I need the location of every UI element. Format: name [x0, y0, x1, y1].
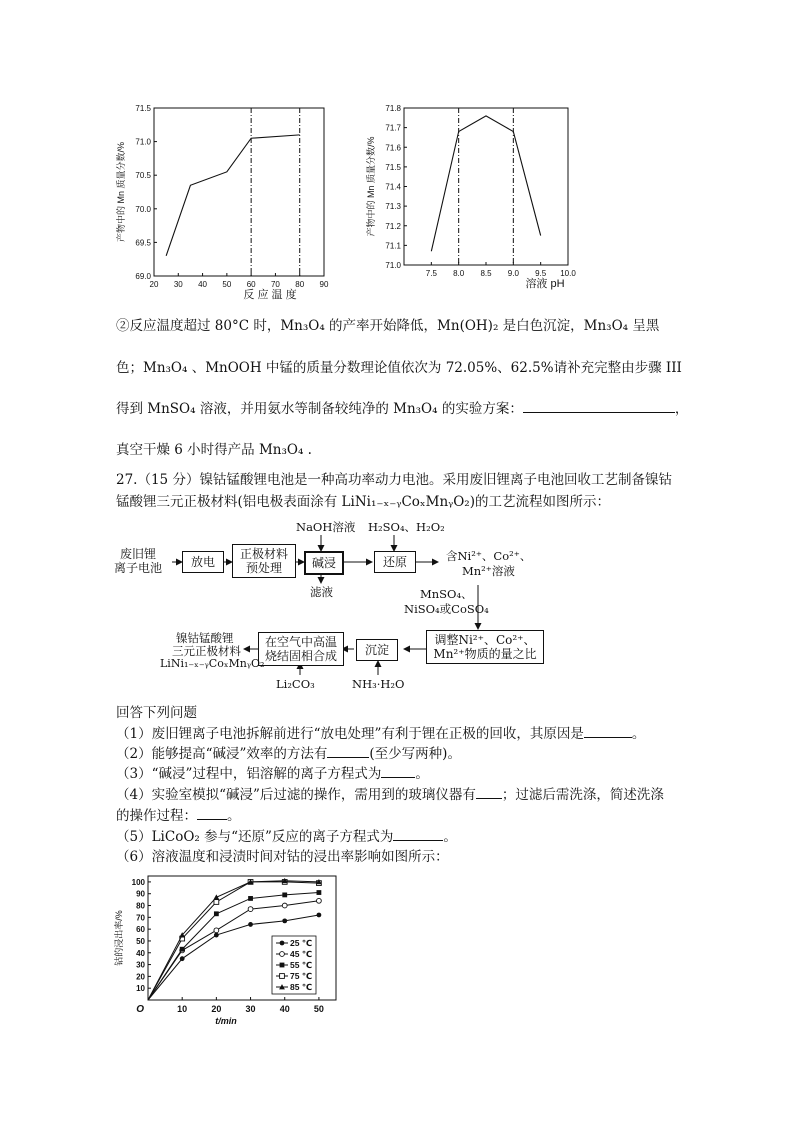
data-point: [317, 890, 322, 895]
sub-question-3: [116, 763, 429, 784]
chart-ph: [360, 98, 580, 303]
answer-blank-3[interactable]: [381, 763, 415, 778]
y-tick-label: 71.2: [385, 221, 401, 231]
flow-sinter-box: 在空气中高温 烧结固相合成: [258, 632, 344, 666]
legend-label: 75 ℃: [290, 971, 313, 981]
data-point: [214, 928, 219, 933]
x-tick-label: 30: [173, 280, 183, 289]
sq4-end: 。: [227, 808, 241, 824]
flow-pretreat-box: 正极材料 预处理: [232, 544, 296, 578]
y-tick-label: 71.3: [385, 202, 401, 212]
legend-label: 45 ℃: [290, 949, 313, 959]
series-line: [431, 116, 540, 251]
plot-frame: [404, 108, 568, 265]
answer-blank-5[interactable]: [393, 826, 443, 841]
x-axis-label: 反 应 温 度: [243, 289, 297, 301]
data-point: [180, 947, 185, 952]
y-tick-label: 70.0: [135, 204, 151, 214]
y-tick-label: 70.5: [135, 171, 151, 181]
y-tick-label: 69.0: [135, 272, 151, 281]
flow-ammonia: NH₃·H₂O: [352, 677, 405, 691]
y-tick-label: 71.5: [135, 104, 151, 113]
y-axis-label: 钴的浸出率/%: [114, 910, 124, 966]
answer-intro: 回答下列问题: [116, 705, 197, 721]
paragraph-line-3: [116, 398, 688, 419]
y-tick-label: 71.7: [385, 123, 401, 133]
sq2-text: （2）能够提高“碱浸”效率的方法有: [116, 746, 328, 762]
legend-label: 55 ℃: [290, 960, 313, 970]
legend-marker: [280, 941, 285, 946]
sq4-text-b: ；过滤后需洗涤，简述洗涤: [501, 787, 664, 803]
flow-solution-2: Mn²⁺溶液: [462, 564, 515, 578]
y-tick-label: 71.5: [385, 162, 401, 172]
x-tick-label: 80: [295, 280, 305, 289]
x-tick-label: 20: [149, 280, 159, 289]
x-tick-label: 10: [177, 1004, 188, 1014]
flow-reduce-box: 还原: [374, 551, 416, 573]
p1b: ₃O₄: [302, 318, 325, 334]
series-line: [166, 135, 300, 256]
x-tick-label: 10.0: [560, 269, 576, 278]
data-point: [282, 892, 287, 897]
p3-end: ，: [674, 401, 689, 417]
sq1-end: 。: [631, 726, 646, 742]
question-27-line-1: 27.（15 分）镍钴锰酸锂电池是一种高功率动力电池。采用废旧锂离子电池回收工艺制备镍钴: [116, 472, 672, 488]
legend-label: 85 ℃: [290, 982, 313, 992]
y-tick-label: 71.0: [385, 261, 401, 270]
x-tick-label: 40: [198, 280, 208, 289]
flow-alkali-box: 碱浸: [304, 551, 344, 575]
flow-precip-box: 沉淀: [356, 639, 398, 661]
sub-question-4: [116, 784, 664, 805]
y-tick-label: 71.6: [385, 143, 401, 153]
sub-question-2: [116, 743, 461, 764]
flow-naoh: NaOH溶液: [296, 520, 356, 534]
y-tick-label: 80: [136, 901, 145, 911]
data-point: [248, 907, 253, 912]
flow-product-2: 三元正极材料: [172, 644, 241, 658]
x-tick-label: 90: [319, 280, 329, 289]
legend-marker: [280, 963, 285, 968]
plot-frame: [154, 108, 324, 276]
y-tick-label: 20: [136, 972, 145, 982]
answer-blank-1[interactable]: [584, 723, 632, 738]
question-27-line-2: 锰酸锂三元正极材料(铝电极表面涂有 LiNi₁₋ₓ₋ᵧCoₓMnᵧO₂)的工艺流程如图所示：: [116, 494, 610, 510]
sq5-text: （5）LiCoO₂ 参与“还原”反应的离子方程式为: [116, 829, 394, 845]
legend-label: 25 ℃: [290, 938, 313, 948]
x-axis-label: t/min: [215, 1016, 237, 1026]
paragraph-line-1: [116, 316, 659, 336]
y-axis-label: 产物中的 Mn 质量分数/%: [366, 136, 376, 237]
data-point: [214, 911, 219, 916]
answer-blank-plan[interactable]: [523, 398, 675, 413]
y-axis-label: 产物中的 Mn 质量分数/%: [116, 141, 126, 243]
sq1-text: （1）废旧锂离子电池拆解前进行“放电处理”有利于锂在正极的回收，其原因是: [116, 726, 584, 742]
data-point: [180, 956, 185, 961]
x-tick-label: 40: [279, 1004, 290, 1014]
p1c: 的产率开始降低，Mn(OH)₂ 是白色沉淀，Mn₃O₄ 呈黑: [324, 318, 660, 334]
flow-li2co3: Li₂CO₃: [276, 677, 315, 691]
data-point: [214, 933, 219, 938]
answer-blank-2[interactable]: [327, 743, 369, 758]
x-tick-label: 8.5: [480, 269, 492, 278]
flow-additive-1: MnSO₄、: [420, 587, 473, 601]
sq2-end: (至少写两种)。: [369, 746, 461, 762]
data-point: [248, 896, 253, 901]
flow-additive-2: NiSO₄或CoSO₄: [404, 602, 489, 616]
sub-question-6: （6）溶液温度和浸渍时间对钴的浸出率影响如图所示：: [116, 849, 449, 865]
flow-reagents: H₂SO₄、H₂O₂: [368, 520, 445, 534]
y-tick-label: 71.0: [135, 137, 151, 147]
legend-marker: [280, 974, 285, 979]
y-tick-label: 69.5: [135, 238, 151, 248]
y-tick-label: 50: [136, 936, 145, 946]
y-tick-label: 90: [136, 889, 145, 899]
y-tick-label: 100: [131, 877, 145, 887]
y-tick-label: 60: [136, 925, 145, 935]
data-point: [213, 894, 219, 899]
data-point: [317, 913, 322, 918]
p3: 得到 MnSO₄ 溶液，并用氨水等制备较纯净的 Mn₃O₄ 的实验方案：: [116, 401, 523, 417]
sub-question-4-cont: [116, 805, 241, 826]
y-tick-label: 40: [136, 948, 145, 958]
legend-marker: [280, 952, 285, 957]
flow-adjust-box: 调整Ni²⁺、Co²⁺、 Mn²⁺物质的量之比: [426, 630, 544, 664]
x-tick-label: 9.0: [507, 269, 519, 278]
data-point: [282, 903, 287, 908]
flow-battery: 废旧锂 离子电池: [114, 547, 163, 575]
data-point: [282, 918, 287, 923]
sq5-end: 。: [443, 829, 457, 845]
answer-blank-4a[interactable]: [476, 784, 502, 799]
x-axis-label: 溶液 pH: [525, 278, 565, 290]
y-tick-label: 71.4: [385, 182, 401, 192]
y-tick-label: 71.8: [385, 104, 401, 113]
flow-filtrate: 滤液: [310, 585, 333, 599]
paragraph-line-4: 真空干燥 6 小时得产品 Mn₃O₄ .: [116, 442, 312, 458]
y-tick-label: 70: [136, 913, 145, 923]
x-tick-label: 9.5: [535, 269, 547, 278]
paragraph-line-2: 色；Mn₃O₄ 、MnOOH 中锰的质量分数理论值依次为 72.05%、62.5%请补充完整由步骤 III: [116, 360, 682, 376]
flow-solution-1: 含Ni²⁺、Co²⁺、: [446, 549, 532, 563]
x-tick-label: 70: [270, 280, 280, 289]
x-tick-label: 20: [211, 1004, 222, 1014]
y-tick-label: 30: [136, 960, 145, 970]
x-tick-label: 50: [313, 1004, 324, 1014]
chart-leaching: [110, 868, 340, 1028]
origin-label: O: [136, 1004, 144, 1015]
flow-discharge-box: 放电: [182, 551, 224, 573]
x-tick-label: 30: [245, 1004, 256, 1014]
answer-blank-4b[interactable]: [197, 805, 227, 820]
sq3-text: （3）“碱浸”过程中，铝溶解的离子方程式为: [116, 766, 382, 782]
x-tick-label: 8.0: [453, 269, 465, 278]
sq3-end: 。: [415, 766, 429, 782]
data-point: [214, 900, 219, 905]
data-point: [317, 898, 322, 903]
x-tick-label: 50: [222, 280, 232, 289]
sq4-text-c: 的操作过程：: [116, 808, 197, 824]
x-tick-label: 7.5: [425, 269, 437, 278]
y-tick-label: 10: [136, 984, 145, 994]
sq4-text-a: （4）实验室模拟“碱浸”后过滤的操作，需用到的玻璃仪器有: [116, 787, 476, 803]
chart-temperature: [110, 98, 340, 303]
data-point: [248, 922, 253, 927]
x-tick-label: 60: [246, 280, 256, 289]
flow-product-1: 镍钴锰酸锂: [176, 631, 234, 645]
sub-question-5: [116, 826, 457, 847]
sub-question-1: [116, 723, 645, 744]
flow-product-3: LiNi₁₋ₓ₋ᵧCoₓMnᵧO₂: [160, 657, 265, 670]
y-tick-label: 71.1: [385, 241, 401, 251]
p1a: ②反应温度超过 80°C 时，Mn: [116, 318, 303, 334]
